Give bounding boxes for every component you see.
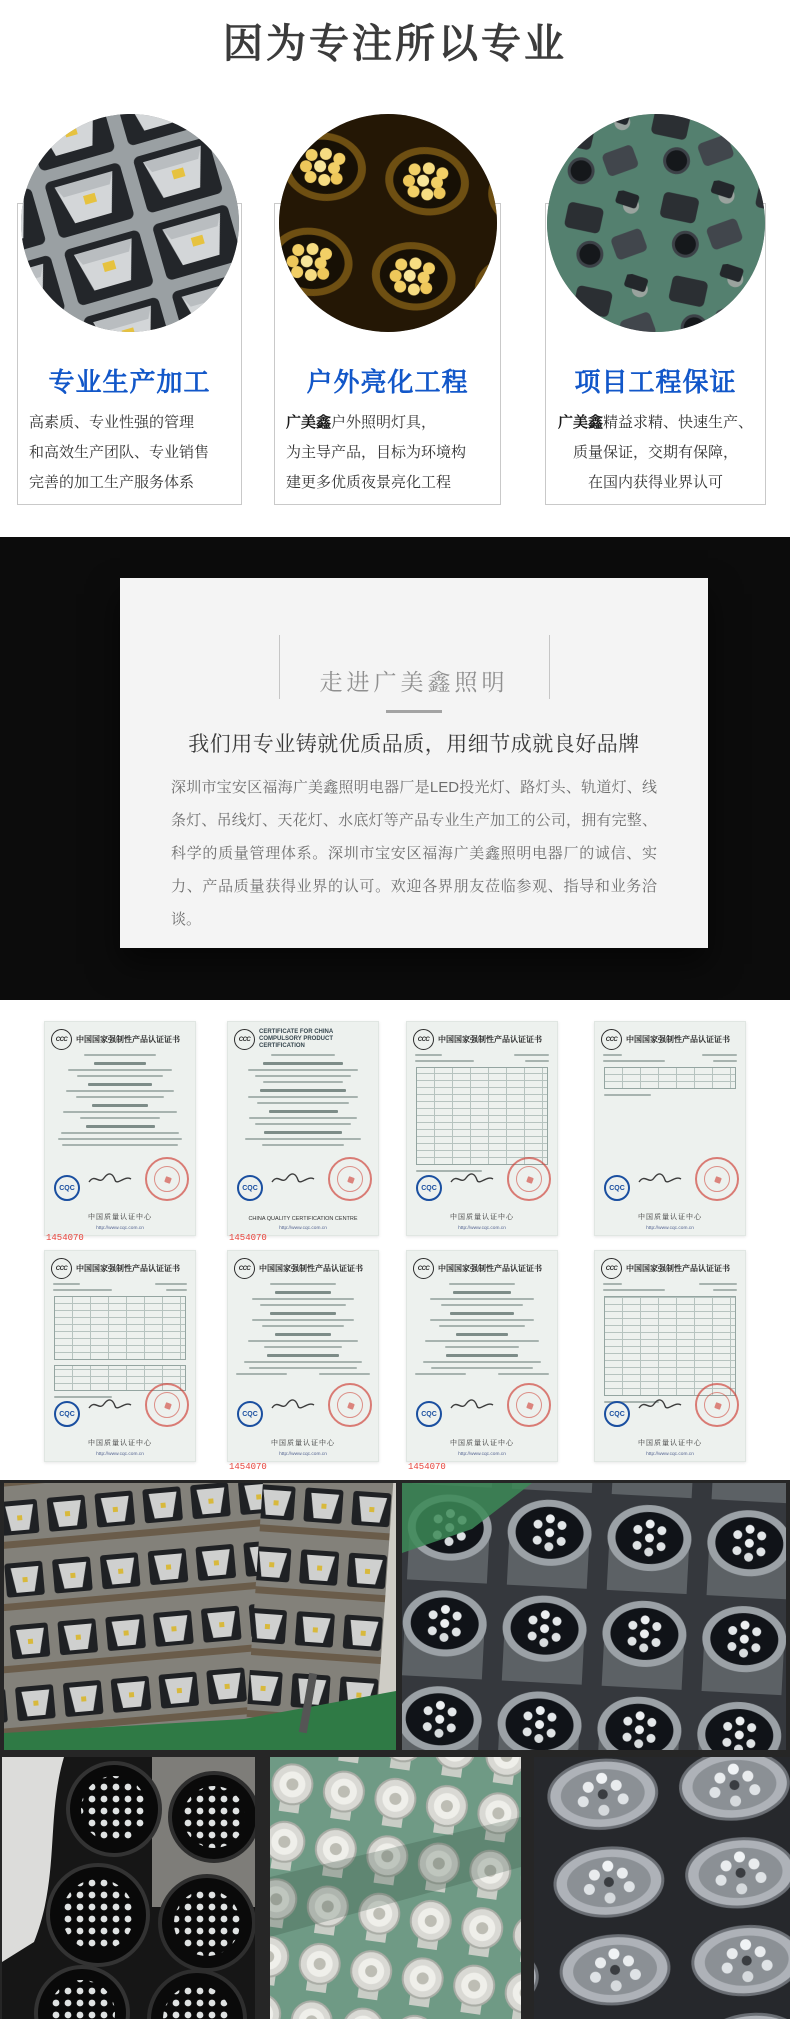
certificate [44,1250,196,1462]
red-stamp-icon [328,1157,372,1201]
certificate-title: 中国国家强制性产品认证证书 [259,1263,363,1273]
stamp-number: 1454070 [229,1462,267,1472]
signature-icon [449,1171,495,1187]
about-title-row [120,635,708,699]
feature-body: 高素质、专业性强的管理 和高效生产团队、专业销售 完善的加工生产服务体系 [29,414,210,491]
page-title: 因为专注所以专业 [223,21,567,66]
cqc-logo-icon: CQC [54,1175,80,1201]
stamp-number: 1454070 [408,1462,446,1472]
racks-of-floodlights-photo [4,1483,396,1750]
certificate-issuer: 中国质量认证中心 [638,1214,702,1221]
ccc-mark-icon: CCC [601,1029,622,1050]
about-headline: 我们用专业铸就优质品质，用细节成就良好品牌 [188,733,640,756]
certificate-issuer: 中国质量认证中心 [88,1440,152,1447]
signature-icon [270,1397,316,1413]
certificate-issuer: CHINA QUALITY CERTIFICATION CENTRE [248,1216,358,1222]
silver-downlight-housings-photo [534,1757,790,2019]
cqc-logo-icon: CQC [54,1401,80,1427]
white-led-modules-photo [270,1757,521,2019]
red-stamp-icon [328,1383,372,1427]
about-section [0,537,790,1000]
divider-line-left [279,635,280,699]
ccc-mark-icon: CCC [234,1258,255,1279]
stamp-number: 1454070 [46,1233,84,1243]
certificate-url: http://www.cqc.com.cn [458,1451,506,1457]
about-section-title: 走进广美鑫照明 [319,669,509,695]
factory-floor-photo [547,114,765,332]
certificate-footer [51,1165,189,1211]
ccc-mark-icon: CCC [234,1029,255,1050]
certificate-url: http://www.cqc.com.cn [646,1225,694,1231]
certificate-issuer: 中国质量认证中心 [638,1440,702,1447]
certificate-title: 中国国家强制性产品认证证书 [626,1034,730,1044]
floodlight-array-photo [21,114,239,332]
ccc-mark-icon: CCC [413,1029,434,1050]
certificate-table [54,1296,186,1360]
certificate [227,1021,379,1236]
signature-icon [637,1171,683,1187]
certificate-title: 中国国家强制性产品认证证书 [76,1263,180,1273]
certificate-grid [0,1000,790,1480]
certificate-url: http://www.cqc.com.cn [96,1225,144,1231]
signature-icon [270,1171,316,1187]
certificate [227,1250,379,1462]
ccc-mark-icon: CCC [51,1258,72,1279]
title-underline [386,710,442,713]
red-stamp-icon [145,1157,189,1201]
feature-section [0,80,790,537]
certificate-url: http://www.cqc.com.cn [279,1451,327,1457]
feature-body: 广美鑫户外照明灯具， 为主导产品，目标为环境构 建更多优质夜景亮化工程 [286,414,467,491]
signature-icon [637,1397,683,1413]
certificate-url: http://www.cqc.com.cn [96,1451,144,1457]
certificate-footer [601,1165,739,1211]
ccc-mark-icon: CCC [413,1258,434,1279]
certificate [594,1250,746,1462]
feature-body: 广美鑫精益求精、快速生产、 质量保证，交期有保障， 在国内获得业界认可 [557,414,754,491]
certificate-title: 中国国家强制性产品认证证书 [438,1263,542,1273]
factory-photo-section [0,1480,790,2019]
cylinder-lights-production-photo [402,1483,786,1750]
certificate [406,1021,558,1236]
cqc-logo-icon: CQC [604,1401,630,1427]
red-stamp-icon [695,1157,739,1201]
certificate-url: http://www.cqc.com.cn [458,1225,506,1231]
red-stamp-icon [507,1383,551,1427]
certificate-title: 中国国家强制性产品认证证书 [76,1034,180,1044]
certificate-table [604,1067,736,1089]
hero-section [0,0,790,80]
certificate-footer [234,1165,372,1211]
certificate-url: http://www.cqc.com.cn [279,1225,327,1231]
certificate-url: http://www.cqc.com.cn [646,1451,694,1457]
brand-name: 广美鑫 [557,414,603,431]
cqc-logo-icon: CQC [416,1401,442,1427]
about-paragraph: 深圳市宝安区福海广美鑫照明电器厂是LED投光灯、路灯头、轨道灯、线条灯、吊线灯、天花灯、水底灯等产品专业生产加工的公司，拥有完整、科学的质量管理体系。深圳市宝安区福海广美鑫照明电器厂的诚信、实力、产品质量获得业界的认可。欢迎各界朋友莅临参观、指导和业务洽谈。 [171,779,657,928]
ccc-mark-icon: CCC [51,1029,72,1050]
certificate-footer [51,1391,189,1437]
red-stamp-icon [145,1383,189,1427]
certificate-title: 中国国家强制性产品认证证书 [626,1263,730,1273]
about-card [120,578,708,948]
certificate-table [416,1067,548,1165]
divider-line-right [549,635,550,699]
certificate-footer [413,1391,551,1437]
feature-heading: 户外亮化工程 [306,367,469,397]
certificate-title: 中国国家强制性产品认证证书 [438,1034,542,1044]
certificate-issuer: 中国质量认证中心 [88,1214,152,1221]
cqc-logo-icon: CQC [604,1175,630,1201]
brand-name: 广美鑫 [286,414,332,431]
certificate-number-line [84,1054,156,1056]
certificate-table [604,1296,736,1396]
certificate [44,1021,196,1236]
certificate [406,1250,558,1462]
feature-card-production [17,203,242,505]
red-stamp-icon [695,1383,739,1427]
signature-icon [87,1171,133,1187]
stamp-number: 1454070 [229,1233,267,1243]
certificate-issuer: 中国质量认证中心 [271,1440,335,1447]
certificate-footer [234,1391,372,1437]
certificate-issuer: 中国质量认证中心 [450,1214,514,1221]
ccc-mark-icon: CCC [601,1258,622,1279]
certificate-issuer: 中国质量认证中心 [450,1440,514,1447]
signature-icon [449,1397,495,1413]
cqc-logo-icon: CQC [416,1175,442,1201]
red-stamp-icon [507,1157,551,1201]
certificate [594,1021,746,1236]
signature-icon [87,1397,133,1413]
cqc-logo-icon: CQC [237,1401,263,1427]
led-par-lights-photo [279,114,497,332]
feature-card-guarantee [545,203,766,505]
feature-card-lighting-projects [274,203,501,505]
feature-heading: 项目工程保证 [574,367,737,397]
feature-heading: 专业生产加工 [48,367,211,397]
cqc-logo-icon: CQC [237,1175,263,1201]
certificate-title: CERTIFICATE FOR CHINA COMPULSORY PRODUCT CERTIFICATION [259,1029,334,1049]
black-par-lights-photo [2,1757,255,2019]
certificate-footer [601,1391,739,1437]
certificate-footer [413,1165,551,1211]
